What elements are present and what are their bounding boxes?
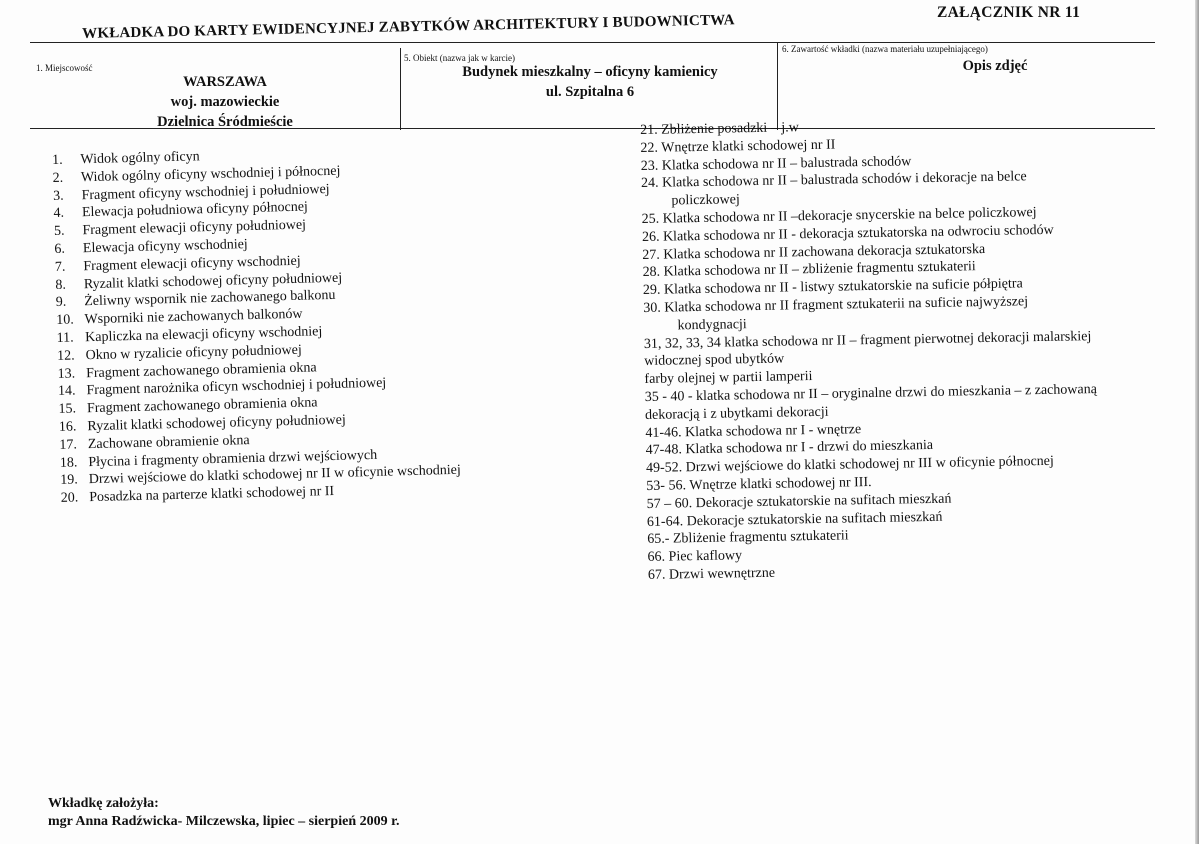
- list-item-number: 1.: [52, 152, 63, 168]
- list-item-number: 6.: [54, 241, 66, 257]
- list-item-text: Płycina i fragmenty obramienia drzwi wejściowych: [88, 447, 378, 470]
- list-item-number: 3.: [52, 188, 64, 204]
- list-item: 41-46. Klatka schodowa nr I - wnętrze: [645, 421, 862, 441]
- object-value: [405, 62, 775, 102]
- document-title: WKŁADKA DO KARTY EWIDENCYJNEJ ZABYTKÓW ARCHITEKTURY I BUDOWNICTWA: [82, 12, 735, 42]
- list-item-number: 20.: [60, 490, 79, 507]
- list-item-number: 2.: [52, 170, 64, 186]
- list-item-text: Fragment elewacji oficyny wschodniej: [83, 253, 301, 275]
- locality-city: WARSZAWA: [183, 74, 267, 90]
- list-item-number: 8.: [55, 277, 67, 293]
- list-item-number: 14.: [57, 383, 76, 400]
- column-divider-1: [400, 48, 401, 130]
- locality-value: [120, 72, 330, 132]
- author-name-date: mgr Anna Radźwicka- Milczewska, lipiec – sierpień 2009 r.: [48, 814, 400, 829]
- list-item: 47-48. Klatka schodowa nr I - drzwi do mieszkania: [645, 438, 934, 459]
- list-item: 65.- Zbliżenie fragmentu sztukaterii: [647, 528, 849, 548]
- list-item-text: Ryzalit klatki schodowej oficyny południowej: [87, 412, 346, 435]
- list-item: 27. Klatka schodowa nr II zachowana dekoracja sztukatorska: [642, 241, 986, 263]
- locality-province: woj. mazowieckie: [170, 94, 280, 110]
- list-item-text: Żeliwny wspornik nie zachowanego balkonu: [84, 288, 336, 310]
- annex-number: ZAŁĄCZNIK NR 11: [937, 4, 1081, 21]
- object-address: ul. Szpitalna 6: [545, 84, 635, 100]
- list-item-number: 5.: [53, 223, 65, 240]
- list-item: policzkowej: [671, 192, 740, 209]
- list-item-number: 7.: [54, 259, 66, 275]
- list-item-text: Zachowane obramienie okna: [87, 432, 250, 452]
- list-item: 22. Wnętrze klatki schodowej nr II: [640, 137, 836, 156]
- column-divider-2: [777, 42, 778, 130]
- list-item-number: 11.: [56, 330, 74, 346]
- list-item: 28. Klatka schodowa nr II – zbliżenie fragmentu sztukaterii: [642, 259, 976, 281]
- photo-list-right: [640, 114, 1100, 585]
- photo-list-left: [52, 142, 461, 508]
- author-footer: [48, 795, 400, 831]
- list-item: 35 - 40 - klatka schodowa nr II – oryginalne drzwi do mieszkania – z zachowaną: [644, 382, 1097, 405]
- list-item-text: Fragment zachowanego obramienia okna: [85, 359, 317, 381]
- list-item-text: Kapliczka na elewacji oficyny wschodniej: [85, 324, 323, 346]
- list-item-number: 17.: [59, 437, 78, 453]
- author-caption: Wkładkę założyła:: [48, 796, 159, 811]
- list-item: farby olejnej w partii lamperii: [644, 369, 813, 388]
- list-item-number: 12.: [56, 348, 75, 364]
- list-item-text: Fragment zachowanego obramienia okna: [86, 395, 318, 417]
- list-item: 30. Klatka schodowa nr II fragment sztukaterii na suficie najwyższej: [643, 294, 1029, 316]
- list-item: 53- 56. Wnętrze klatki schodowej nr III.: [646, 474, 872, 494]
- list-item: kondygnacji: [677, 316, 747, 334]
- list-item-text: Elewacja oficyny wschodniej: [82, 237, 248, 257]
- list-item: widocznej spod ubytków: [644, 351, 785, 370]
- list-item-number: 4.: [53, 206, 65, 222]
- list-item-text: Ryzalit klatki schodowej oficyny południowej: [83, 270, 343, 292]
- list-item: 21. Zbliżenie posadzki – j.w: [640, 120, 799, 138]
- list-item-number: 15.: [58, 401, 77, 418]
- content-label: 6. Zawartość wkładki (nazwa materiału uzupełniającego): [782, 44, 988, 54]
- locality-district: Dzielnica Śródmieście: [157, 114, 293, 130]
- list-item-number: 10.: [56, 312, 74, 329]
- list-item-text: Widok ogólny oficyny wschodniej i północnej: [80, 163, 341, 186]
- list-item-text: Fragment narożnika oficyn wschodniej i południowej: [86, 375, 387, 399]
- object-name: Budynek mieszkalny – oficyny kamienicy: [462, 64, 718, 80]
- list-item: 24. Klatka schodowa nr II – balustrada schodów i dekoracje na belce: [640, 169, 1027, 192]
- list-item: 49-52. Drzwi wejściowe do klatki schodowej nr III w oficynie północnej: [645, 453, 1054, 477]
- list-item: 26. Klatka schodowa nr II - dekoracja sztukatorska na odwrociu schodów: [641, 222, 1054, 245]
- list-item-text: Fragment oficyny wschodniej i południowej: [81, 181, 330, 203]
- scan-edge: [1195, 0, 1199, 844]
- list-item: 61-64. Dekoracje sztukatorskie na sufitach mieszkań: [646, 509, 943, 530]
- list-item-text: Drzwi wejściowe do klatki schodowej nr II w oficynie wschodniej: [88, 463, 461, 488]
- list-item-number: 16.: [58, 419, 77, 435]
- list-item-text: Fragment elewacji oficyny południowej: [82, 217, 307, 239]
- list-item-text: Elewacja południowa oficyny północnej: [81, 199, 309, 221]
- list-item-number: 9.: [55, 295, 67, 311]
- list-item: 29. Klatka schodowa nr II - listwy sztukatorskie na suficie półpiętra: [642, 276, 1023, 299]
- list-item: 66. Piec kaflowy: [647, 548, 743, 566]
- list-item-text: Okno w ryzalicie oficyny południowej: [85, 342, 302, 363]
- object-label: 5. Obiekt (nazwa jak w karcie): [404, 53, 515, 63]
- content-value: Opis zdjęć: [962, 58, 1028, 74]
- list-item-text: Posadzka na parterze klatki schodowej nr II: [89, 484, 335, 506]
- header-rule-top: [30, 42, 1155, 43]
- list-item: 57 – 60. Dekoracje sztukatorskie na sufitach mieszkań: [646, 491, 952, 512]
- list-item: dekoracją i z ubytkami dekoracji: [644, 404, 829, 423]
- list-item: 23. Klatka schodowa nr II – balustrada schodów: [640, 153, 912, 174]
- locality-label: 1. Miejscowość: [36, 63, 93, 73]
- list-item-text: Widok ogólny oficyn: [80, 149, 200, 168]
- list-item: 31, 32, 33, 34 klatka schodowa nr II – fragment pierwotnej dekoracji malarskiej: [643, 328, 1092, 352]
- list-item: 67. Drzwi wewnętrzne: [647, 565, 776, 583]
- list-item-text: Wsporniki nie zachowanych balkonów: [84, 306, 303, 328]
- list-item: 25. Klatka schodowa nr II –dekoracje snycerskie na belce policzkowej: [641, 205, 1037, 227]
- list-item-number: 19.: [60, 472, 79, 489]
- list-item-number: 13.: [57, 366, 76, 382]
- list-item-number: 18.: [59, 455, 78, 471]
